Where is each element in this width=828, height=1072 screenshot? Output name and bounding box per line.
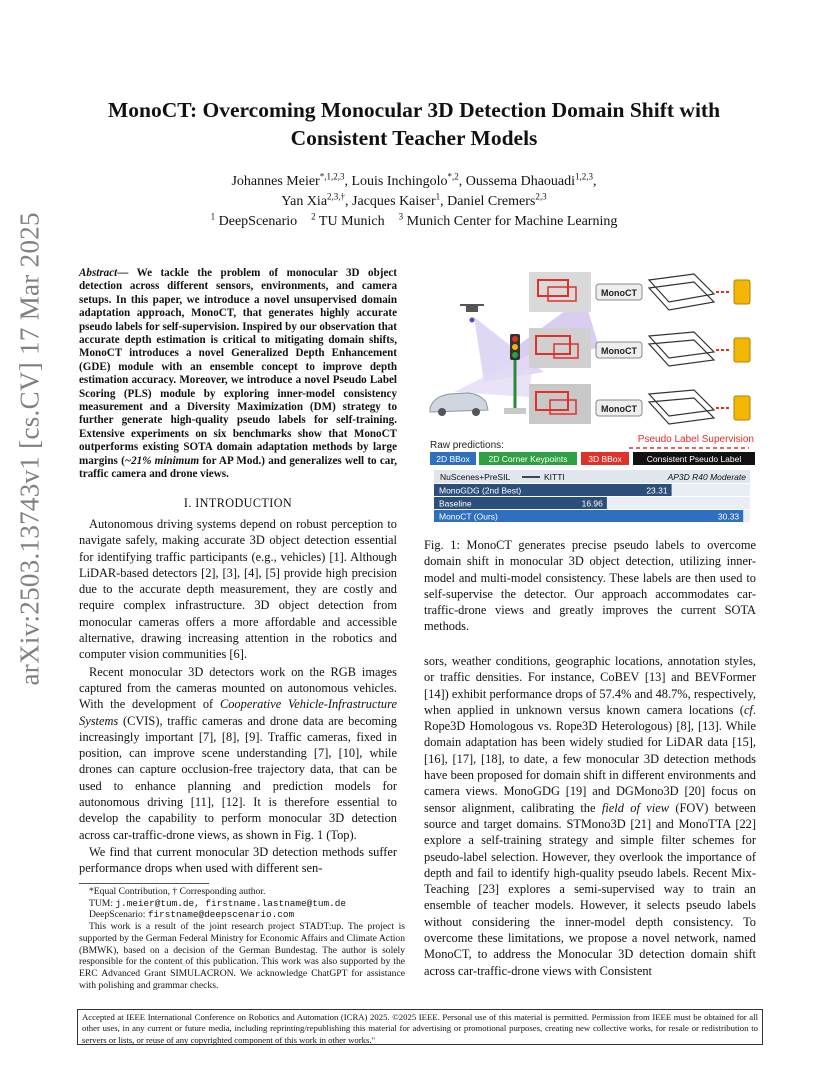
bar-value-label: 16.96 (581, 498, 603, 509)
email-text: firstname@deepscenario.com (147, 909, 295, 921)
emphasis: Cooperative Vehicle-Infrastructure Systems (79, 697, 397, 728)
arxiv-side-stamp: arXiv:2503.13743v1 [cs.CV] 17 Mar 2025 (14, 212, 45, 686)
author-line-1: Johannes Meier$^{*,1,2,3}$, Louis Inchingolo$^{*,2}$, Oussema Dhaouadi$^{1,2,3}$, (231, 171, 597, 189)
footnote-funding: This work is a result of the joint research project STADT:up. The project is supported by the German Federal Ministry for Economic Affairs and Climate Action (BMWK), based on a decision of the German Bundestag. The author is solely responsible for the content of this publication. This work was also supported by the ERC Advanced Grant SIMULACRON. We acknowledge ChatGPT for assistance with polishing and grammar checks. (79, 921, 405, 991)
author-name: Yan Xia (281, 194, 328, 209)
author-name: Johannes Meier (231, 174, 320, 189)
author-name: Daniel Cremers (447, 194, 536, 209)
author-line-2: Yan Xia$^{2,3,\dagger}$, Jacques Kaiser$^1$, Daniel Cremers$^{2,3}$ (281, 191, 547, 209)
monoct-label: MonoCT (601, 288, 637, 298)
legend-consistent-label: Consistent Pseudo Label (646, 454, 742, 464)
bar-category-label: Baseline (439, 498, 472, 509)
emphasis: field of view (601, 800, 669, 815)
abstract-text: We tackle the problem of monocular 3D object detection across different sensors, environments, and camera setups. In this paper, we introduce a novel unsupervised domain adaptation approach, MonoCT, that generates highly accurate pseudo labels for self-supervision. Inspired by our observation that accurate depth estimation is critical to mitigating domain shifts, MonoCT introduces a novel Generalized Depth Enhancement (GDE) module with an ensemble concept to improve depth estimation accuracy. Moreover, we introduce a novel Pseudo Label Scoring (PLS) module by exploring inner-model consistency measurement and a Diversity Maximization (DM) strategy to further generate high-quality pseudo labels for self-training. Extensive experiments on six benchmarks show that MonoCT outperforms existing SOTA domain adaptation methods by large margins ( (79, 267, 397, 467)
detector-icons (734, 280, 750, 420)
intro-paragraph-1: Autonomous driving systems depend on robust perception to navigate safely, making accurate 3D object detection essential for identifying traffic participants (e.g., vehicles) [1]. Although LiDAR-based detectors [2], [3], [4], [5] provide high precision due to the accurate depth measurement, they are costly and require complex infrastructure. 3D object detection from monocular cameras offers a more affordable and accessible alternative, drawing increasing attention in the robotics and computer vision communities [6]. (79, 517, 397, 662)
pseudo-box-2 (649, 332, 714, 366)
car-icon (430, 393, 488, 416)
author-affil: *,2 (447, 171, 459, 182)
raw-predictions-label: Raw predictions: (430, 440, 504, 451)
pseudo-box-1 (649, 274, 714, 310)
intro-text (79, 516, 397, 878)
footnote-deepscenario (79, 909, 405, 921)
bar-value-label: 30.33 (717, 511, 740, 522)
monoct-label: MonoCT (601, 404, 637, 414)
legend-corner-label: 2D Corner Keypoints (488, 454, 568, 464)
abstract (79, 267, 397, 482)
monoct-block-1 (596, 284, 642, 300)
author-name: Jacques Kaiser (352, 194, 436, 209)
bar-category-label: MonoCT (Ours) (439, 511, 498, 522)
title-line-1: MonoCT: Overcoming Monocular 3D Detection Domain Shift with (107, 98, 721, 122)
affiliation: TU Munich (318, 214, 385, 229)
footnote-rule (79, 883, 209, 884)
abstract-dash: — (117, 267, 137, 279)
author-affil: 2,3,† (327, 191, 346, 202)
footnote-equal-contribution: *Equal Contribution, † Corresponding author. (89, 886, 266, 897)
author-name: Oussema Dhaouadi (465, 174, 576, 189)
bar-category-label: MonoGDG (2nd Best) (439, 485, 522, 496)
monoct-label: MonoCT (601, 346, 637, 356)
scene-thumbnail-1 (529, 272, 591, 312)
email-text: j.meier@tum.de, firstname.lastname@tum.de (115, 897, 347, 909)
copyright-footer: Accepted at IEEE International Conference on Robotics and Automation (ICRA) 2025. ©2025 IEEE. Personal use of this material is permitted. Permission from IEEE must be obtained for all other uses, in any current or future media, including reprinting/republishing this material for advertising or promotional purposes, creating new collective works, for resale or redistribution to servers or lists, or reuse of any copyrighted component of this work in other works." (77, 1009, 763, 1045)
intro-paragraph-3: We find that current monocular 3D detection methods suffer performance drops when used with different sen- (79, 844, 397, 876)
scene-thumbnail-2 (529, 328, 591, 368)
table-header-metric: AP3D R40 Moderate (667, 472, 746, 482)
pseudo-supervision-label: Pseudo Label Supervision (637, 434, 754, 445)
title-line-2: Consistent Teacher Models (290, 126, 538, 150)
footnote-tum (79, 898, 405, 910)
footnote-label: TUM: (89, 897, 116, 909)
abstract-text-end: for AP Mod.) and generalizes well to car, traffic camera and drone views. (79, 454, 397, 481)
pseudo-box-3 (649, 390, 714, 424)
footnotes (79, 883, 405, 991)
text-run: (FOV) between source and target domains. STMono3D [21] and MonoTTA [22] explore a self-training strategy and simple filter schemes for pseudo-label selection. However, they overlook the importance of depth and fail to identify high-quality pseudo labels. Recent Mix-Teaching [23] explores a semi-supervised way to train an ensemble of teacher models. However, it selects pseudo labels without considering the inner-model depth consistency. To overcome these limitations, we propose a novel network, named MonoCT, to address the Monocular 3D detection domain shift across car-traffic-drone views with Consistent (424, 800, 757, 978)
results-bars (434, 484, 750, 522)
author-affil: 2,3 (535, 191, 547, 202)
text-run: sors, weather conditions, geographic locations, annotation styles, or traffic densities. For instance, CoBEV [13] and BEVFormer [14]) exhibit performance drops of 57.4% and 48.7%, respectively, when applied in unknown versus known camera locations ( (424, 654, 756, 717)
footnote-label: DeepScenario: (89, 909, 148, 921)
monoct-block-3 (596, 400, 642, 416)
intro-paragraph-2 (79, 664, 397, 843)
emphasis: cf (743, 702, 753, 717)
affil-number: 1 (210, 211, 216, 222)
affil-number: 3 (398, 211, 404, 222)
legend-2d-label: 2D BBox (436, 454, 470, 464)
text-run: Recent monocular 3D detectors work on the RGB images captured from the cameras mounted on autonomous vehicles. With the development of (79, 664, 397, 712)
author-name: Louis Inchingolo (351, 174, 448, 189)
text-run: . Rope3D Homologous vs. Rope3D Heterologous) [8], [13]. While domain adaptation has been widely studied for LiDAR data [15], [16], [17], [18], to date, a few monocular 3D detection methods have been proposed for domain shift in different environments and camera views. MonoGDG [19] and DGMono3D [20] focus on sensor alignment, calibrating the (424, 702, 756, 815)
author-affil: *,1,2,3 (319, 171, 345, 182)
text-run: (CVIS), traffic cameras and drone data are becoming increasingly important [7], [8], [9]. Traffic cameras, fixed in position, can improve scene understanding [7], [10], while drones can capture occlusion-free trajectory data, that can be used to enhance planning and prediction models for autonomous driving [11], [12]. It is therefore essential to develop the capability to perform monocular 3D detection across car-traffic-drone views, as shown in Fig. 1 (Top). (79, 713, 397, 842)
scene-thumbnail-3 (529, 384, 591, 424)
abstract-emphasis: ~21% minimum (124, 454, 200, 467)
drone-icon (460, 305, 484, 323)
figure-1 (424, 262, 760, 532)
affil-number: 2 (311, 211, 316, 222)
supervision-arrows (716, 292, 730, 408)
figure-caption: Fig. 1: MonoCT generates precise pseudo labels to overcome domain shift in monocular 3D object detection, utilizing inner-model and multi-model consistency. These labels are then used to self-supervise the detector. Our approach accommodates car-traffic-drone views and greatly improves the current SOTA methods. (424, 538, 756, 634)
affiliation: Munich Center for Machine Learning (406, 214, 618, 229)
author-block (120, 172, 708, 232)
section-heading: I. INTRODUCTION (183, 496, 293, 510)
bar-value-label: 23.31 (646, 485, 668, 496)
legend-3d-label: 3D BBox (588, 454, 622, 464)
table-header-target: KITTI (544, 472, 565, 482)
table-header-source: NuScenes+PreSIL (440, 472, 511, 482)
affiliation: DeepScenario (218, 214, 298, 229)
author-affil: 1,2,3 (575, 171, 594, 182)
author-affil: 1 (435, 191, 441, 202)
right-column-text (424, 653, 756, 979)
abstract-label: Abstract (79, 267, 118, 279)
monoct-block-2 (596, 342, 642, 358)
affiliations-line (120, 212, 708, 232)
paper-title (60, 96, 768, 152)
